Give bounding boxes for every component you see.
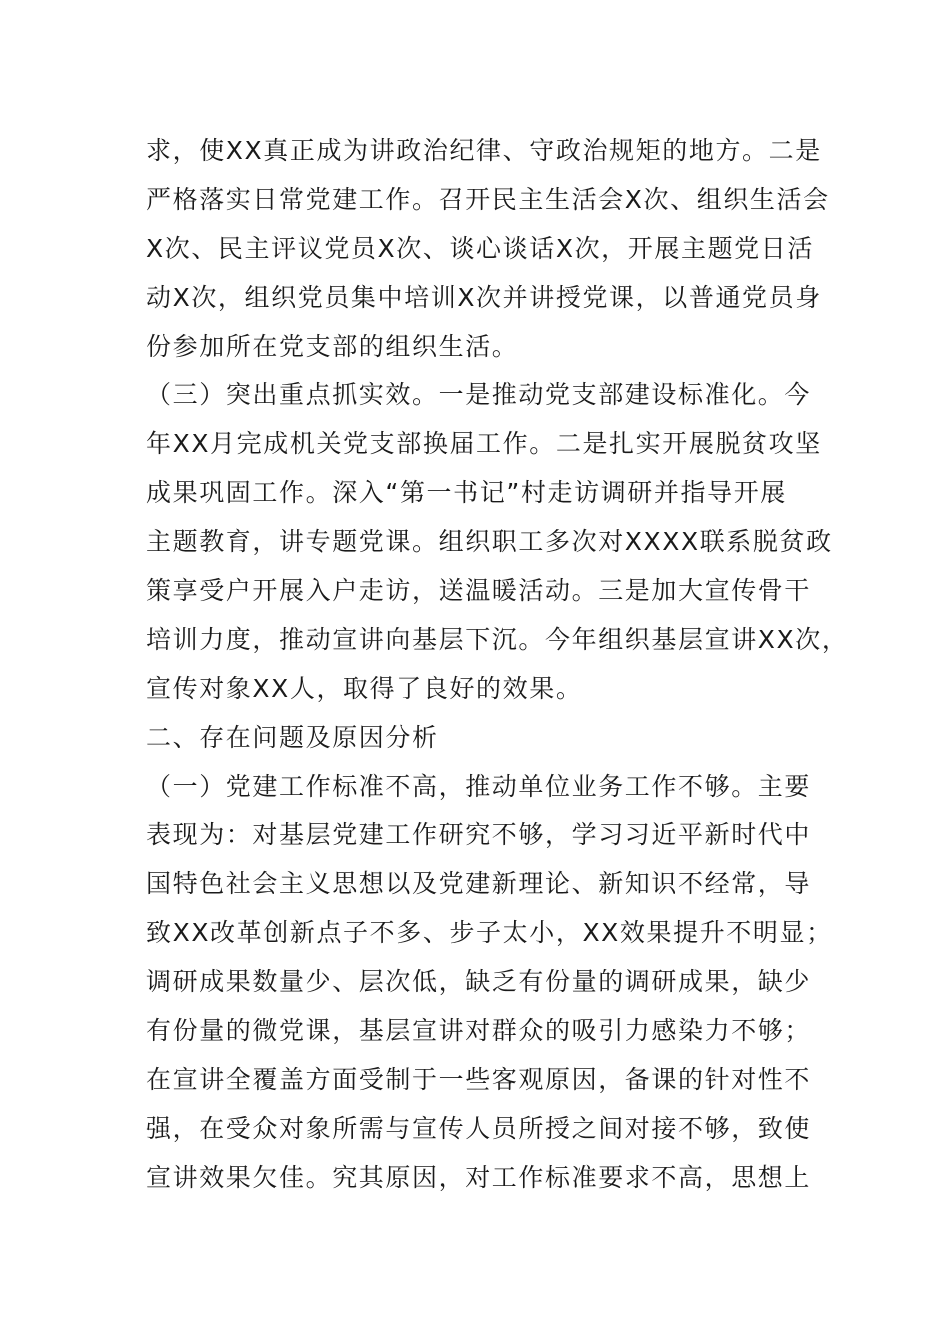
text-line: 强，在受众对象所需与宣传人员所授之间对接不够，致使 <box>146 1113 812 1143</box>
text-line: 求，使XX真正成为讲政治纪律、守政治规矩的地方。二是 <box>146 136 822 165</box>
text-line: 在宣讲全覆盖方面受制于一些客观原因，备课的针对性不 <box>146 1064 812 1094</box>
text-line: 培训力度，推动宣讲向基层下沉。今年组织基层宣讲XX次， <box>146 624 849 654</box>
text-line: 宣讲效果欠佳。究其原因，对工作标准要求不高，思想上 <box>146 1162 812 1192</box>
text-line: 有份量的微党课，基层宣讲对群众的吸引力感染力不够； <box>146 1016 812 1046</box>
text-line: 主题教育，讲专题党课。组织职工多次对XXXX联系脱贫政 <box>146 527 833 557</box>
text-line: 宣传对象XX人，取得了良好的效果。 <box>146 673 583 703</box>
text-line: 策享受户开展入户走访，送温暖活动。三是加大宣传骨干 <box>146 576 812 606</box>
text-line: 表现为：对基层党建工作研究不够，学习习近平新时代中 <box>146 820 812 850</box>
text-line: 动X次，组织党员集中培训X次并讲授党课，以普通党员身 <box>146 282 822 312</box>
text-line: 国特色社会主义思想以及党建新理论、新知识不经常，导 <box>146 869 812 899</box>
text-line: 严格落实日常党建工作。召开民主生活会X次、组织生活会 <box>146 184 830 214</box>
text-line: X次、民主评议党员X次、谈心谈话X次，开展主题党日活 <box>146 233 814 263</box>
subsection-heading-1: （一）党建工作标准不高，推动单位业务工作不够。主要 <box>146 771 812 801</box>
text-line: 调研成果数量少、层次低，缺乏有份量的调研成果，缺少 <box>146 967 812 997</box>
text-line: 年XX月完成机关党支部换届工作。二是扎实开展脱贫攻坚 <box>146 429 822 459</box>
text-line: 份参加所在党支部的组织生活。 <box>146 331 519 361</box>
text-line: 成果巩固工作。深入“第一书记”村走访调研并指导开展 <box>146 478 787 508</box>
body-text <box>146 127 849 1203</box>
section-heading-2: 二、存在问题及原因分析 <box>146 722 439 752</box>
section-heading-3: （三）突出重点抓实效。一是推动党支部建设标准化。今 <box>146 380 812 410</box>
text-line: 致XX改革创新点子不多、步子太小，XX效果提升不明显； <box>146 918 833 948</box>
